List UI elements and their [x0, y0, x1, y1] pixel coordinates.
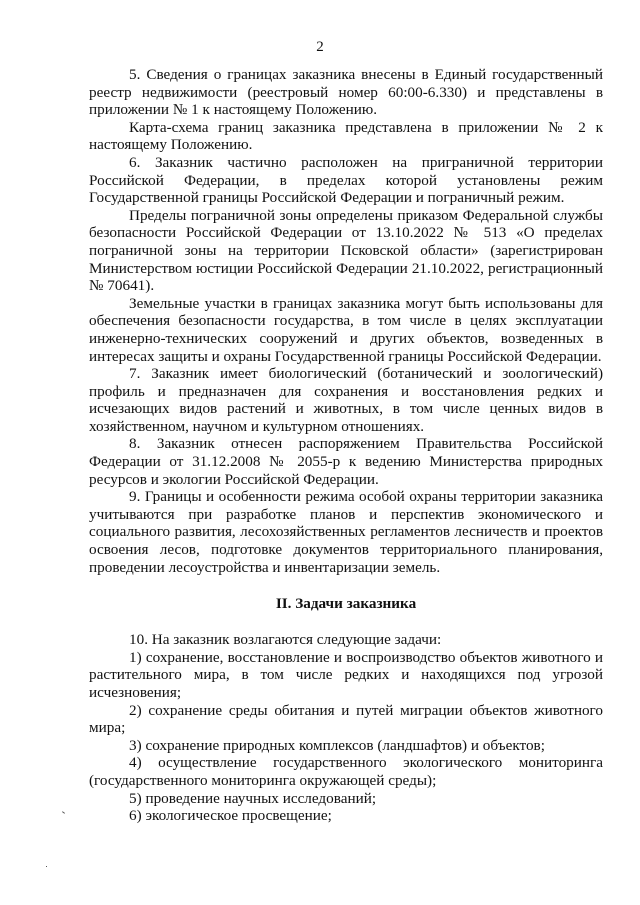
- task-item-1: 1) сохранение, восстановление и воспроизводство объектов животного и растительного мира, в том числе редких и находящихся под угрозой исчезновения;: [89, 648, 603, 701]
- task-item-4: 4) осуществление государственного экологического мониторинга (государственного мониторинга окружающей среды);: [89, 754, 603, 789]
- paragraph-8: 8. Заказник отнесен распоряжением Правительства Российской Федерации от 31.12.2008 № 2055-р к ведению Министерства природных ресурсов и экологии Российской Федерации.: [89, 435, 603, 488]
- page-number: 2: [316, 39, 324, 55]
- paragraph-border-zone: Пределы пограничной зоны определены приказом Федеральной службы безопасности Российской Федерации от 13.10.2022 № 513 «О пределах пограничной зоны на территории Псковской области» (зарегистрирован Министерством юстиции Российской Федерации 21.10.2022, регистрационный № 70641).: [89, 206, 603, 295]
- paragraph-9: 9. Границы и особенности режима особой охраны территории заказника учитываются при разработке планов и перспектив экономического и социального развития, лесохозяйственных регламентов лесничеств и проектов освоения лесов, подготовке документов территориального планирования, проведении лесоустройства и инвентаризации земель.: [89, 488, 603, 576]
- paragraph-land-plots: Земельные участки в границах заказника могут быть использованы для обеспечения безопасности государства, в том числе в целях эксплуатации инженерно-технических сооружений и других объектов, возведенных в интересах защиты и охраны Государственной границы Российской Федерации.: [89, 294, 603, 365]
- scan-speck: [46, 866, 47, 867]
- scan-speck: [62, 811, 65, 814]
- paragraph-7: 7. Заказник имеет биологический (ботанический и зоологический) профиль и предназначен для сохранения и восстановления редких и исчезающих видов растений и животных, в том числе ценных видов в хозяйственном, научном и культурном отношениях.: [89, 365, 603, 435]
- section-heading: II. Задачи заказника: [275, 595, 417, 613]
- task-item-3: 3) сохранение природных комплексов (ландшафтов) и объектов;: [129, 736, 545, 754]
- task-item-5: 5) проведение научных исследований;: [129, 789, 377, 807]
- document-body: [89, 66, 603, 825]
- paragraph-map-scheme: Карта-схема границ заказника представлена в приложении № 2 к настоящему Положению.: [89, 118, 603, 154]
- task-item-2: 2) сохранение среды обитания и путей миграции объектов животного мира;: [89, 701, 603, 737]
- task-item-6: 6) экологическое просвещение;: [129, 807, 332, 825]
- paragraph-5: 5. Сведения о границах заказника внесены в Единый государственный реестр недвижимости (реестровый номер 60:00-6.330) и представлены в приложении № 1 к настоящему Положению.: [89, 66, 603, 119]
- paragraph-10: 10. На заказник возлагаются следующие задачи:: [129, 631, 442, 649]
- paragraph-6: 6. Заказник частично расположен на приграничной территории Российской Федерации, в пределах которой установлены режим Государственной границы Российской Федерации и пограничный режим.: [89, 153, 603, 207]
